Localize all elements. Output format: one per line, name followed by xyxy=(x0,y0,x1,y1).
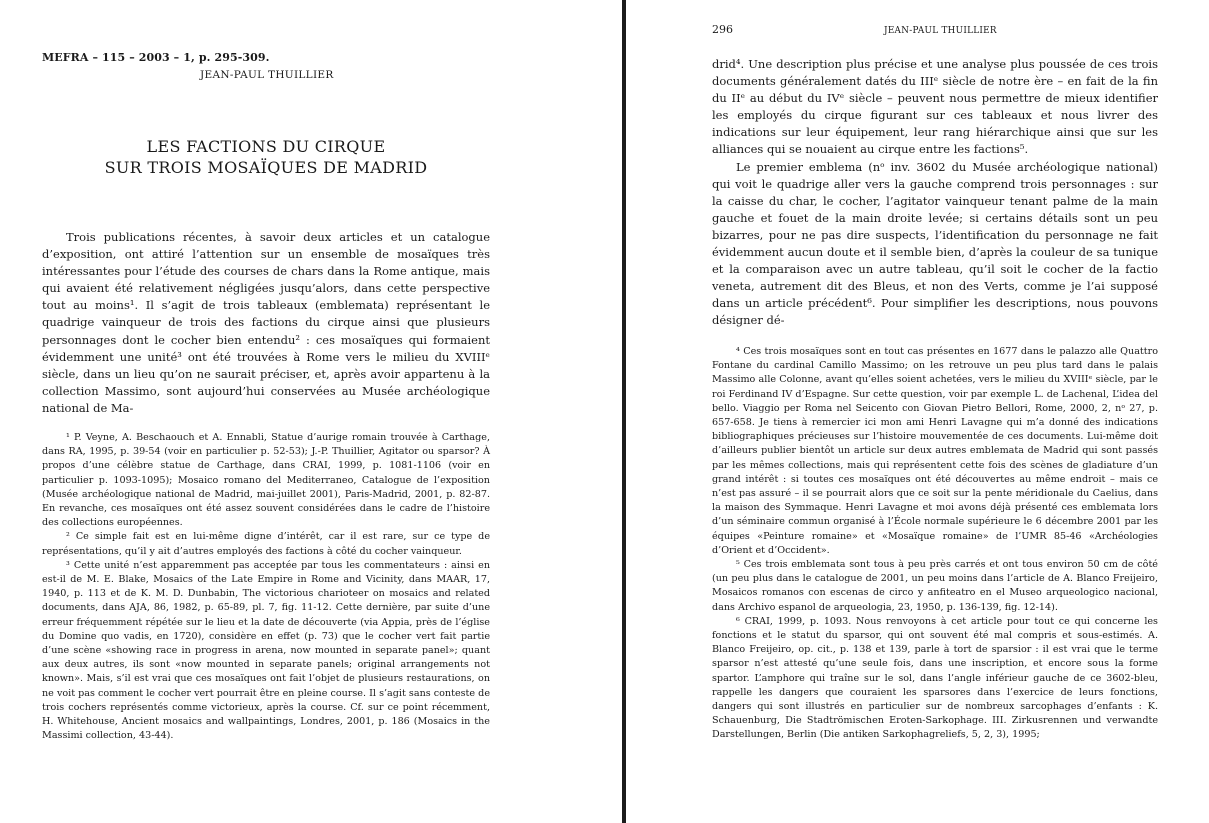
footnote-2: ² Ce simple fait est en lui-même digne d’intérêt, car il est rare, sur ce type de représentations, qu’il y ait d’autres employés des factions à côté du cocher vainqueur. xyxy=(42,531,490,557)
footnotes-left xyxy=(42,431,490,743)
footnote-5: ⁵ Ces trois emblemata sont tous à peu près carrés et ont tous environ 50 cm de côté (un peu plus dans le catalogue de 2001, un peu moins dans l’article de A. Blanco Freijeiro, Mosaicos romanos con escenas de circo y anfiteatro en el Museo arqueologico nacional, dans Archivo espanol de arqueologia, 23, 1950, p. 136-139, fig. 12-14). xyxy=(712,559,1158,613)
footnotes-right xyxy=(712,345,1158,743)
body-paragraph-2: Le premier emblema (nᵒ inv. 3602 du Musée archéologique national) qui voit le quadrige aller vers la gauche comprend trois personnages : sur la caisse du char, le cocher, l’agitator vainqueur tenant palme de la main gauche et fouet de la main droite levée; si certains détails sont un peu bizarres, pour ne pas dire suspects, l’identification du personnage ne fait évidemment aucun doute et il semble bien, d’après la couleur de sa tunique et la comparaison avec un autre tableau, qu’il soit le cocher de la factio veneta, autrement dit des Bleus, et non des Verts, comme je l’ai supposé dans un article précédent⁶. Pour simplifier les descriptions, nous pouvons désigner dé- xyxy=(712,159,1158,328)
article-title-line1: LES FACTIONS DU CIRQUE xyxy=(146,137,386,156)
page-number: 296 xyxy=(712,23,733,36)
body-paragraph-1: drid⁴. Une description plus précise et une analyse plus poussée de ces trois documents généralement datés du IIIᵉ siècle de notre ère – en fait de la fin du IIᵉ au début du IVᵉ siècle – peuvent nous permettre de mieux identifier les employés du cirque figurant sur ces tableaux et nous livrer des indications sur leur équipement, leur rang hiérarchique ainsi que sur les alliances qui se nouaient au cirque entre les factions⁵. xyxy=(712,57,1158,157)
article-author: JEAN-PAUL THUILLIER xyxy=(200,69,334,81)
footnote-3: ³ Cette unité n’est apparemment pas acceptée par tous les commentateurs : ainsi en est-il de M. E. Blake, Mosaics of the Late Empire in Rome and Vicinity, dans MAAR, 17, 1940, p. 113 et de K. M. D. Dunbabin, The victorious charioteer on mosaics and related documents, dans AJA, 86, 1982, p. 65-89, pl. 7, fig. 11-12. Cette dernière, par suite d’une erreur fréquemment répétée sur le lieu et la date de découverte (via Appia, près de l’église du Domine quo vadis, en 1720), considère en effet (p. 73) que le cocher vert fait partie d’une scène «showing race in progress in arena, now mounted in separate panel»; quant aux deux autres, ils sont «now mounted in separate panels; original arrangements not known». Mais, s’il est vrai que ces mosaïques ont fait l’objet de plusieurs restaurations, on ne voit pas comment le cocher vert pourrait être en pleine course. Il s’agit sans conteste de trois cochers représentés comme victorieux, après la course. Cf. sur ce point récemment, H. Whitehouse, Ancient mosaics and wallpaintings, Londres, 2001, p. 186 (Mosaics in the Massimi collection, 43-44). xyxy=(42,559,490,742)
body-text-left xyxy=(42,229,490,417)
body-text-right xyxy=(712,56,1158,330)
body-paragraph: Trois publications récentes, à savoir deux articles et un catalogue d’exposition, ont attiré l’attention sur un ensemble de mosaïques très intéressantes pour l’étude des courses de chars dans la Rome antique, mais qui avaient été relativement négligées jusqu’alors, dans cette perspective tout au moins¹. Il s’agit de trois tableaux (emblemata) représentant le quadrige vainqueur de trois des factions du cirque ainsi que plusieurs personnages dont le cocher bien entendu² : ces mosaïques qui formaient évidemment une unité³ ont été trouvées à Rome vers le milieu du XVIIIᵉ siècle, dans un lieu qu’on ne saurait préciser, et, après avoir appartenu à la collection Massimo, sont aujourd’hui conservées au Musée archéologique national de Ma- xyxy=(42,230,490,415)
right-page xyxy=(626,0,1209,823)
footnote-4: ⁴ Ces trois mosaïques sont en tout cas présentes en 1677 dans le palazzo alle Quattro Fontane du cardinal Camillo Massimo; on les retrouve un peu plus tard dans le palais Massimo alle Colonne, avant qu’elles soient achetées, vers le milieu du XVIIIᵉ siècle, par le roi Ferdinand IV d’Espagne. Sur cette question, voir par exemple L. de Lachenal, L’idea del bello. Viaggio per Roma nel Seicento con Giovan Pietro Bellori, Rome, 2000, 2, nᵒ 27, p. 657-658. Je tiens à remercier ici mon ami Henri Lavagne qui m’a donné des indications bibliographiques précieuses sur l’histoire mouvementée de ces documents. Lui-même doit d’ailleurs publier bientôt un article sur deux autres emblemata de Madrid qui sont passés par les mêmes collections, mais qui représentent cette fois des scènes de gladiature d’un grand intérêt : si toutes ces mosaïques ont été découvertes au même endroit – mais ce n’est pas assuré – il se pourrait alors que ce soit sur la pente méridionale du Caelius, dans la maison des Symmaque. Henri Lavagne et moi avons déjà présenté ces emblemata lors d’un séminaire commun organisé à l’École normale supérieure le 6 décembre 2001 par les équipes «Peinture romaine» et «Mosaïque romaine» de l’UMR 85-46 «Archéologies d’Orient et d’Occident». xyxy=(712,346,1158,556)
footnote-1: ¹ P. Veyne, A. Beschaouch et A. Ennabli, Statue d’aurige romain trouvée à Carthage, dans RA, 1995, p. 39-54 (voir en particulier p. 52-53); J.-P. Thuillier, Agitator ou sparsor? À propos d’une célèbre statue de Carthage, dans CRAI, 1999, p. 1081-1106 (voir en particulier p. 1093-1095); Mosaico romano del Mediterraneo, Catalogue de l’exposition (Musée archéologique national de Madrid, mai-juillet 2001), Paris-Madrid, 2001, p. 82-87. En revanche, ces mosaïques ont été assez souvent considérées dans le cadre de l’histoire des collections européennes. xyxy=(42,432,490,529)
article-title-line2: SUR TROIS MOSAÏQUES DE MADRID xyxy=(104,158,428,177)
journal-reference: MEFRA – 115 – 2003 – 1, p. 295-309. xyxy=(42,51,270,64)
running-head: JEAN-PAUL THUILLIER xyxy=(884,26,997,36)
footnote-6: ⁶ CRAI, 1999, p. 1093. Nous renvoyons à cet article pour tout ce qui concerne les fonctions et le statut du sparsor, qui ont souvent été mal compris et sous-estimés. A. Blanco Freijeiro, op. cit., p. 138 et 139, parle à tort de sparsior : il est vrai que le terme sparsor n’est attesté qu’une seule fois, dans une inscription, et encore sous la forme spartor. L’amphore qui traîne sur le sol, dans l’angle inférieur gauche de ce 3602-bleu, rappelle les dangers que couraient les sparsores dans l’exercice de leurs fonctions, dangers qui sont illustrés en particulier sur de nombreux sarcophages d’enfants : K. Schauenburg, Die Stadtrömischen Eroten-Sarkophage. III. Zirkusrennen und verwandte Darstellungen, Berlin (Die antiken Sarkophagreliefs, 5, 2, 3), 1995; xyxy=(712,615,1158,741)
